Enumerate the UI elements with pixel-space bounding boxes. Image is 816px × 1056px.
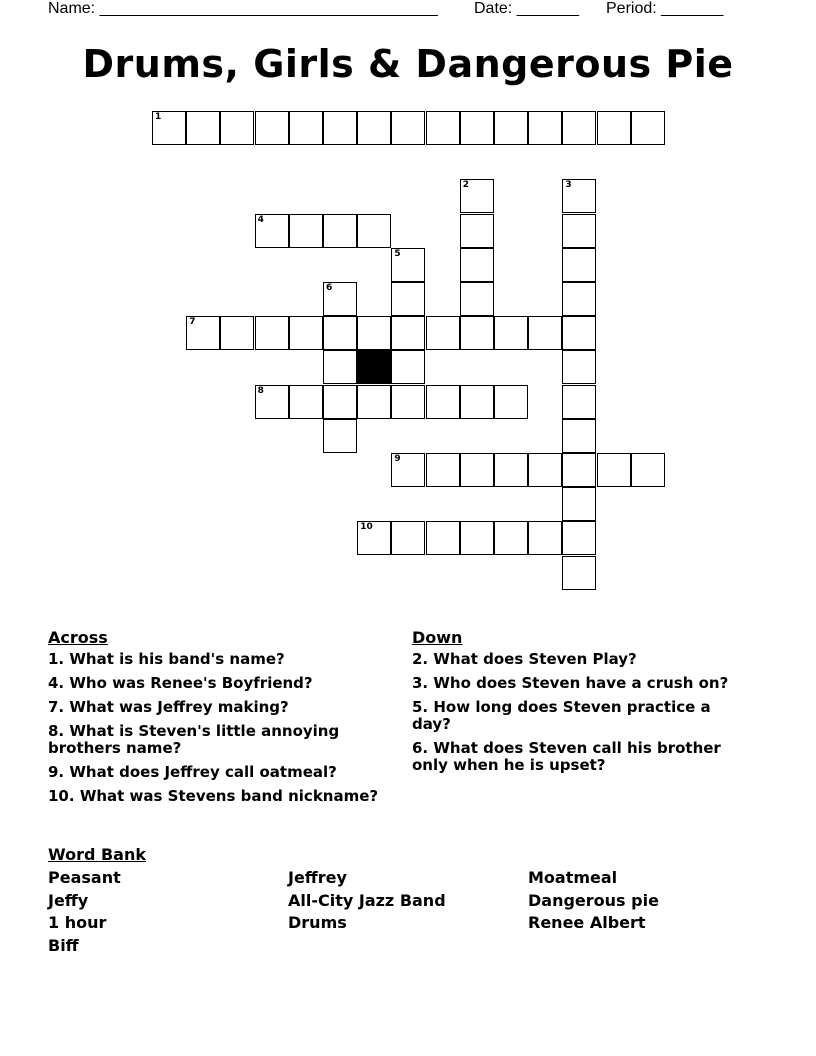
cell-number: 1 [155, 112, 162, 122]
crossword-cell[interactable] [460, 282, 494, 316]
crossword-cell[interactable] [597, 453, 631, 487]
clue-down-2: 2. What does Steven Play? [412, 650, 637, 668]
clue-across-10: 10. What was Stevens band nickname? [48, 787, 379, 805]
cell-number: 7 [189, 317, 196, 328]
crossword-cell[interactable] [562, 453, 596, 487]
crossword-cell[interactable] [562, 316, 596, 350]
crossword-cell[interactable] [391, 248, 425, 282]
crossword-cell[interactable] [289, 385, 323, 419]
clue-across-7: 7. What was Jeffrey making? [48, 698, 289, 716]
page-title: Drums, Girls & Dangerous Pie [82, 42, 734, 86]
crossword-cell[interactable] [562, 556, 596, 590]
clue-down-6: 6. What does Steven call his brother only when he is upset? [412, 739, 721, 774]
crossword-cell[interactable] [289, 316, 323, 350]
across-clues [48, 651, 388, 812]
crossword-cell[interactable] [460, 385, 494, 419]
crossword-cell[interactable] [562, 179, 596, 213]
crossword-cell[interactable] [562, 487, 596, 521]
word-bank-item: Renee Albert [528, 913, 646, 932]
crossword-cell[interactable] [357, 316, 391, 350]
cell-number: 9 [394, 454, 401, 464]
word-bank-heading: Word Bank [48, 845, 147, 864]
crossword-cell[interactable] [631, 453, 665, 487]
crossword-cell[interactable] [391, 282, 425, 316]
down-heading: Down [412, 628, 463, 647]
cell-number: 4 [257, 214, 264, 225]
crossword-cell[interactable] [391, 316, 425, 350]
cell-number: 3 [565, 180, 572, 191]
crossword-cell[interactable] [494, 453, 528, 487]
crossword-cell[interactable] [323, 385, 357, 419]
period-field-label: Period: _______ [606, 0, 724, 17]
crossword-cell[interactable] [426, 385, 460, 419]
crossword-cell[interactable] [562, 248, 596, 282]
crossword-cell[interactable] [220, 316, 254, 350]
word-bank-item: Jeffy [48, 891, 89, 910]
crossword-cell[interactable] [357, 521, 391, 555]
date-field-label: Date: _______ [474, 0, 579, 17]
crossword-cell[interactable] [289, 214, 323, 248]
crossword-cell[interactable] [255, 385, 289, 419]
crossword-cell[interactable] [460, 248, 494, 282]
crossword-cell[interactable] [494, 521, 528, 555]
crossword-cell[interactable] [562, 350, 596, 384]
across-heading: Across [48, 628, 108, 647]
crossword-cell[interactable] [152, 111, 186, 145]
cell-number: 2 [462, 180, 470, 191]
crossword-cell[interactable] [597, 111, 631, 145]
word-bank-item: Biff [48, 936, 79, 955]
crossword-cell[interactable] [323, 214, 357, 248]
crossword-cell[interactable] [391, 453, 425, 487]
crossword-cell[interactable] [426, 453, 460, 487]
crossword-cell[interactable] [357, 111, 391, 145]
clue-across-4: 4. Who was Renee's Boyfriend? [48, 674, 313, 692]
word-bank-item: Peasant [48, 868, 121, 887]
crossword-cell[interactable] [391, 350, 425, 384]
crossword-cell[interactable] [494, 385, 528, 419]
crossword-cell[interactable] [255, 316, 289, 350]
crossword-cell[interactable] [562, 111, 596, 145]
crossword-cell[interactable] [562, 385, 596, 419]
crossword-cell[interactable] [528, 111, 562, 145]
crossword-cell[interactable] [220, 111, 254, 145]
word-bank-item: Drums [288, 913, 347, 932]
clue-across-9: 9. What does Jeffrey call oatmeal? [48, 763, 337, 781]
crossword-cell[interactable] [426, 111, 460, 145]
crossword-cell[interactable] [460, 521, 494, 555]
crossword-cell[interactable] [323, 419, 357, 453]
word-bank-item: All-City Jazz Band [288, 891, 446, 910]
crossword-cell[interactable] [460, 111, 494, 145]
word-bank-item: Jeffrey [288, 868, 347, 887]
crossword-cell[interactable] [494, 111, 528, 145]
crossword-cell[interactable] [391, 111, 425, 145]
cell-number: 8 [257, 385, 264, 396]
clue-down-3: 3. Who does Steven have a crush on? [412, 674, 729, 692]
clue-across-1: 1. What is his band's name? [48, 650, 285, 668]
crossword-cell[interactable] [562, 521, 596, 555]
crossword-cell[interactable] [357, 385, 391, 419]
crossword-cell[interactable] [460, 316, 494, 350]
cell-number: 6 [326, 283, 333, 293]
down-clues [412, 651, 752, 781]
crossword-cell[interactable] [323, 350, 357, 384]
name-field-label: Name: ______________________________________ [48, 0, 438, 17]
crossword-cell[interactable] [460, 214, 494, 248]
crossword-cell[interactable] [460, 453, 494, 487]
crossword-cell[interactable] [562, 282, 596, 316]
crossword-cell[interactable] [255, 111, 289, 145]
crossword-cell[interactable] [186, 316, 220, 350]
crossword-cell[interactable] [323, 282, 357, 316]
crossword-cell[interactable] [528, 521, 562, 555]
word-bank-item: 1 hour [48, 913, 107, 932]
cell-number: 10 [360, 522, 373, 533]
crossword-cell[interactable] [323, 316, 357, 350]
crossword-cell[interactable] [562, 214, 596, 248]
crossword-cell[interactable] [289, 111, 323, 145]
crossword-cell[interactable] [357, 214, 391, 248]
crossword-cell[interactable] [562, 419, 596, 453]
crossword-cell[interactable] [255, 214, 289, 248]
crossword-cell[interactable] [391, 521, 425, 555]
crossword-cell[interactable] [528, 453, 562, 487]
crossword-cell[interactable] [391, 385, 425, 419]
clue-down-5: 5. How long does Steven practice a day? [412, 698, 711, 733]
crossword-cell[interactable] [426, 521, 460, 555]
crossword-cell[interactable] [528, 316, 562, 350]
cell-number: 5 [394, 248, 401, 259]
crossword-cell[interactable] [323, 111, 357, 145]
crossword-cell[interactable] [426, 316, 460, 350]
crossword-cell[interactable] [460, 179, 494, 213]
word-bank-item: Moatmeal [528, 868, 618, 887]
clue-across-8: 8. What is Steven's little annoying brothers name? [48, 722, 340, 757]
word-bank-item: Dangerous pie [528, 891, 659, 910]
crossword-cell[interactable] [186, 111, 220, 145]
crossword-cell[interactable] [494, 316, 528, 350]
black-square [357, 350, 391, 384]
crossword-cell[interactable] [631, 111, 665, 145]
